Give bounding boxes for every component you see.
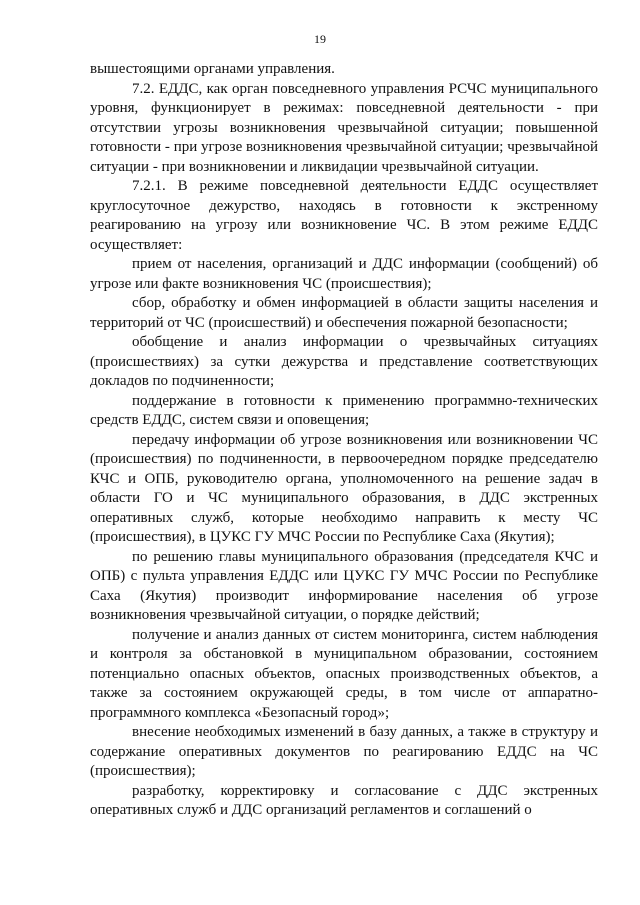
paragraph-7-2: 7.2. ЕДДС, как орган повседневного управления РСЧС муниципального уровня, функционирует в режимах: повседневной деятельности - при отсутствии угрозы возникновения чрезвычайной ситуации; повышенной готовности - при угрозе возникновения чрезвычайной ситуации; чрезвычайной ситуации - при возникновении и ликвидации чрезвычайной ситуации. bbox=[90, 80, 598, 175]
document-body bbox=[90, 60, 598, 821]
list-item-database: внесение необходимых изменений в базу данных, а также в структуру и содержание оперативных документов по реагированию ЕДДС на ЧС (происшествия); bbox=[90, 724, 598, 779]
list-item-informing: по решению главы муниципального образования (председателя КЧС и ОПБ) с пульта управления ЕДДС или ЦУКС ГУ МЧС России по Республике Саха (Якутия) производит информирование населения об угрозе возникновения чрезвычайной ситуации, о порядке действий; bbox=[90, 548, 598, 623]
paragraph-7-2-1: 7.2.1. В режиме повседневной деятельности ЕДДС осуществляет круглосуточное дежурство, находясь в готовности к экстренному реагированию на угрозу или возникновение ЧС. В этом режиме ЕДДС осуществляет: bbox=[90, 178, 598, 253]
list-item-transmission: передачу информации об угрозе возникновения или возникновении ЧС (происшествия) по подчиненности, в первоочередном порядке председателю КЧС и ОПБ, руководителю органа, уполномоченного на решение задач в области ГО и ЧС муниципального образования, в ДДС экстренных оперативных служб, которые необходимо направить к месту ЧС (происшествия), в ЦУКС ГУ МЧС России по Республике Саха (Якутия); bbox=[90, 431, 598, 545]
list-item-monitoring: получение и анализ данных от систем мониторинга, систем наблюдения и контроля за обстановкой в муниципальном образовании, состоянием потенциально опасных объектов, опасных производственных объектов, а также за состоянием окружающей среды, в том числе от аппаратно-программного комплекса «Безопасный город»; bbox=[90, 626, 598, 721]
list-item-analysis: обобщение и анализ информации о чрезвычайных ситуациях (происшествиях) за сутки дежурства и представление соответствующих докладов по подчиненности; bbox=[90, 334, 598, 389]
list-item-reception: прием от населения, организаций и ДДС информации (сообщений) об угрозе или факте возникновения ЧС (происшествия); bbox=[90, 256, 598, 292]
list-item-readiness: поддержание в готовности к применению программно-технических средств ЕДДС, систем связи и оповещения; bbox=[90, 392, 598, 428]
paragraph-continuation: вышестоящими органами управления. bbox=[90, 61, 335, 77]
list-item-regulations: разработку, корректировку и согласование с ДДС экстренных оперативных служб и ДДС организаций регламентов и соглашений о bbox=[90, 782, 598, 818]
page-number: 19 bbox=[314, 32, 326, 46]
list-item-collection: сбор, обработку и обмен информацией в области защиты населения и территорий от ЧС (происшествий) и обеспечения пожарной безопасности; bbox=[90, 295, 598, 331]
